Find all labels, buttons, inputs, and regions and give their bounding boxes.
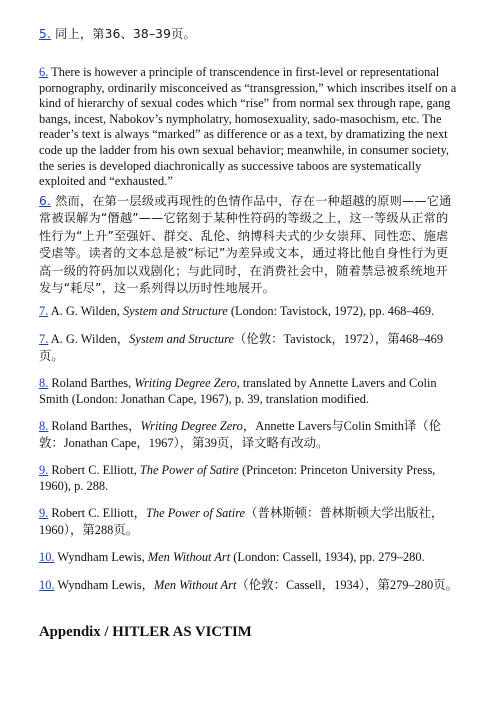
book-title: Men Without Art — [154, 578, 237, 592]
note-10-en — [39, 550, 459, 566]
note-text: Robert C. Elliott， — [48, 506, 147, 520]
note-text: A. G. Wilden， — [48, 332, 130, 346]
footnote-ref-link[interactable]: 9. — [39, 463, 49, 477]
footnote-ref-link[interactable]: 7. — [39, 304, 49, 318]
book-title: System and Structure — [129, 332, 234, 346]
note-text: (London: Tavistock, 1972), pp. 468–469. — [227, 304, 435, 318]
note-7-zh — [39, 331, 459, 366]
note-7-en — [39, 304, 459, 320]
note-9-en — [39, 463, 459, 494]
note-text: （普林斯顿：普林斯顿大学出版社，1960），第288页。 — [39, 506, 444, 538]
note-8-zh — [39, 418, 459, 453]
note-9-zh — [39, 505, 459, 540]
note-text: Wyndham Lewis， — [54, 578, 155, 592]
book-title: Writing Degree Zero — [140, 419, 243, 433]
footnote-ref-link[interactable]: 6. — [39, 65, 49, 79]
note-text: Wyndham Lewis, — [54, 550, 148, 564]
footnote-ref-link[interactable]: 10. — [39, 578, 55, 592]
note-text: Roland Barthes, — [48, 376, 135, 390]
book-title: The Power of Satire — [139, 463, 239, 477]
note-text: , translated by Annette Lavers and Colin Smith (London: Jonathan Cape, 1967), p. 39, translation modified. — [39, 376, 437, 406]
note-text: Robert C. Elliott, — [48, 463, 140, 477]
note-text: 然而，在第一层级或再现性的色情作品中，存在一种超越的原则——它通常被误解为“僭越”——它铭刻于某种性符码的等级之上，这一等级从正常的性行为“上升”至强奸、群交、乱伦、纳博科夫式的少女崇拜、同性恋、施虐受虐等。读者的文本总是被“标记”为差异或文本，通过将比他自身性行为更高一级的符码加以戏剧化；与此同时，在消费社会中，随着禁忌被系统地开发与“耗尽”，这一系列得以历时性地展开。 — [39, 194, 452, 296]
footnote-ref-link[interactable]: 5. — [39, 27, 52, 41]
footnote-ref-link[interactable]: 10. — [39, 550, 55, 564]
book-title: Men Without Art — [147, 550, 231, 564]
appendix-heading: Appendix / HITLER AS VICTIM — [39, 624, 252, 640]
note-6-en — [39, 65, 459, 190]
book-title: The Power of Satire — [146, 506, 246, 520]
footnote-ref-link[interactable]: 7. — [39, 332, 49, 346]
note-text: Roland Barthes， — [48, 419, 141, 433]
note-8-en — [39, 376, 459, 407]
footnote-ref-link[interactable]: 8. — [39, 419, 49, 433]
book-title: Writing Degree Zero — [134, 376, 237, 390]
note-6-zh — [39, 193, 459, 297]
note-text: 同上，第36、38–39页。 — [51, 27, 196, 41]
book-title: System and Structure — [122, 304, 228, 318]
footnote-ref-link[interactable]: 6. — [39, 194, 52, 208]
note-text: ，Annette Lavers与Colin Smith译（伦敦：Jonathan Cape，1967），第39页，译文略有改动。 — [39, 419, 442, 451]
note-text: （伦敦：Cassell，1934），第279–280页。 — [236, 578, 459, 592]
note-10-zh — [39, 577, 459, 594]
footnote-ref-link[interactable]: 9. — [39, 506, 49, 520]
note-text: There is however a principle of transcendence in first-level or representational pornography, ordinarily misconceived as “transgression,” which inscribes itself on a kind of hierarchy of sexual codes which “rise” from normal sex through rape, gang bangs, incest, Nabokov’s nympholatry, homosexuality, sado-masochism, etc. The reader’s text is always “marked” as difference or as a text, by dramatizing the next code up the ladder from his own sexual behavior; meanwhile, in consumer society, the series is developed diachronically as successive taboos are systematically exploited and “exhausted.” — [39, 65, 457, 189]
note-text: （伦敦：Tavistock，1972），第468–469页。 — [39, 332, 444, 364]
note-text: (London: Cassell, 1934), pp. 279–280. — [230, 550, 425, 564]
note-text: (Princeton: Princeton University Press, 1960), p. 288. — [39, 463, 436, 493]
footnote-ref-link[interactable]: 8. — [39, 376, 49, 390]
note-text: A. G. Wilden, — [48, 304, 123, 318]
note-5-zh — [39, 26, 459, 43]
